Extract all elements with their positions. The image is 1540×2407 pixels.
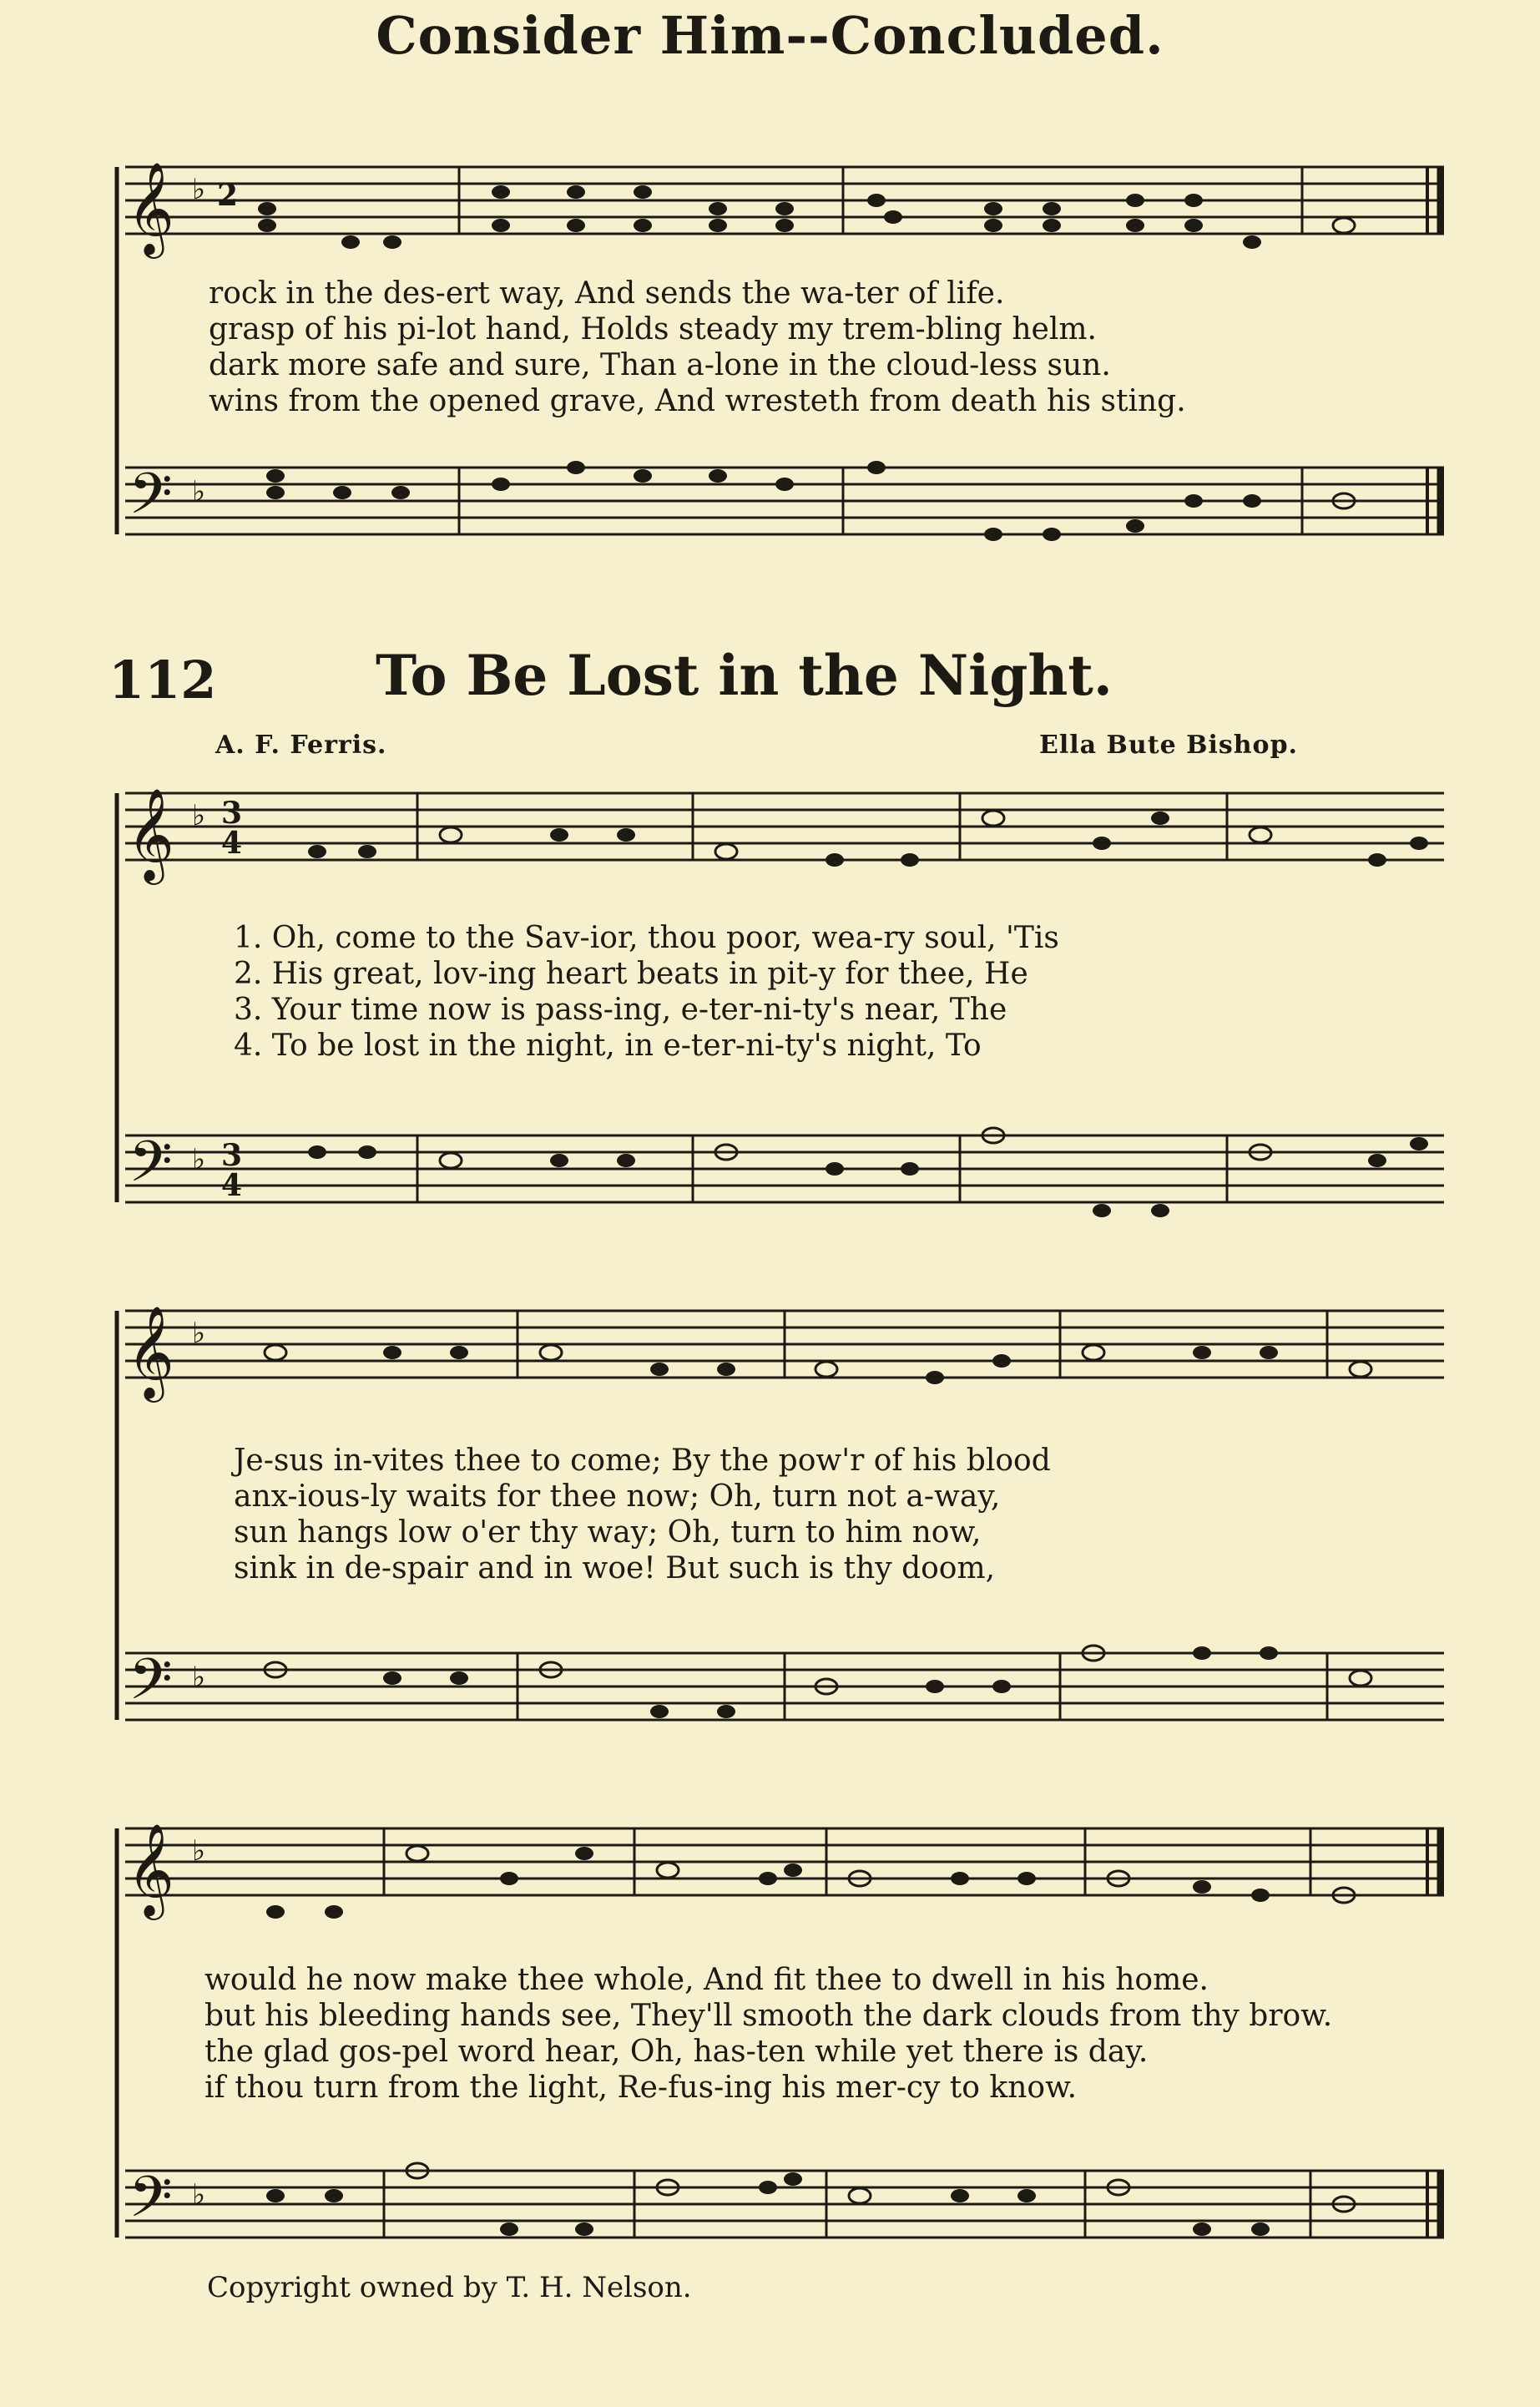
lyric-line: 2. His great, lov-ing heart beats in pit-y for thee, He xyxy=(234,957,1028,991)
staff-system-2 xyxy=(109,1286,1444,1753)
hymn-number: 112 xyxy=(109,650,217,710)
lyrics-concluded xyxy=(209,276,1411,419)
svg-text:𝄞: 𝄞 xyxy=(127,1823,174,1916)
author-credit: Ella Bute Bishop. xyxy=(1039,731,1298,760)
svg-text:𝄢: 𝄢 xyxy=(129,1130,173,1209)
lyric-line: 1. Oh, come to the Sav-ior, thou poor, wea-ry soul, 'Tis xyxy=(234,921,1059,955)
staff-system-concluded xyxy=(109,134,1444,601)
svg-text:3: 3 xyxy=(221,796,243,831)
staff-system-3 xyxy=(109,1803,1444,2271)
composer-credit: A. F. Ferris. xyxy=(215,731,387,760)
staff-system-1 xyxy=(109,768,1444,1236)
svg-text:𝄞: 𝄞 xyxy=(127,787,174,881)
svg-text:𝄞: 𝄞 xyxy=(127,1305,174,1398)
lyric-line: sink in de-spair and in woe! But such is thy doom, xyxy=(234,1551,996,1585)
copyright-notice: Copyright owned by T. H. Nelson. xyxy=(207,2271,692,2304)
lyric-line: if thou turn from the light, Re-fus-ing his mer-cy to know. xyxy=(204,2071,1078,2105)
svg-text:3: 3 xyxy=(221,1138,243,1173)
svg-text:♭: ♭ xyxy=(192,475,206,508)
lyric-line: wins from the opened grave, And wresteth from death his sting. xyxy=(209,384,1186,418)
lyrics-system-2 xyxy=(234,1443,1436,1586)
lyric-line: dark more safe and sure, Than a-lone in the cloud-less sun. xyxy=(209,348,1111,382)
lyric-line: grasp of his pi-lot hand, Holds steady my trem-bling helm. xyxy=(209,312,1097,346)
svg-text:𝄢: 𝄢 xyxy=(129,2165,173,2244)
lyric-line: sun hangs low o'er thy way; Oh, turn to him now, xyxy=(234,1515,982,1550)
svg-text:4: 4 xyxy=(221,1168,243,1203)
svg-text:♭: ♭ xyxy=(192,2178,206,2212)
lyric-line: 4. To be lost in the night, in e-ter-ni-ty's night, To xyxy=(234,1029,982,1063)
lyric-line: the glad gos-pel word hear, Oh, has-ten while yet there is day. xyxy=(204,2035,1149,2069)
svg-text:♭: ♭ xyxy=(192,1143,206,1176)
lyric-line: anx-ious-ly waits for thee now; Oh, turn not a-way, xyxy=(234,1479,1001,1514)
svg-text:♭: ♭ xyxy=(192,1834,206,1868)
svg-text:2: 2 xyxy=(217,178,239,213)
lyric-line: rock in the des-ert way, And sends the wa-ter of life. xyxy=(209,276,1005,311)
svg-text:♭: ♭ xyxy=(192,1661,206,1694)
svg-text:𝄞: 𝄞 xyxy=(127,161,174,255)
lyric-line: Je-sus in-vites thee to come; By the pow'r of his blood xyxy=(234,1444,1051,1478)
lyric-line: but his bleeding hands see, They'll smooth the dark clouds from thy brow. xyxy=(204,1999,1333,2033)
svg-text:𝄢: 𝄢 xyxy=(129,462,173,541)
svg-text:𝄢: 𝄢 xyxy=(129,1647,173,1727)
svg-text:♭: ♭ xyxy=(192,173,206,206)
lyric-line: would he now make thee whole, And fit thee to dwell in his home. xyxy=(204,1963,1209,1997)
hymn-header xyxy=(109,643,1444,718)
lyrics-system-3 xyxy=(204,1962,1406,2106)
hymn-title: To Be Lost in the Night. xyxy=(376,643,1113,708)
page-title: Consider Him--Concluded. xyxy=(376,5,1164,66)
lyric-line: 3. Your time now is pass-ing, e-ter-ni-ty's near, The xyxy=(234,993,1007,1027)
svg-text:4: 4 xyxy=(221,826,243,861)
svg-text:♭: ♭ xyxy=(192,799,206,832)
svg-text:♭: ♭ xyxy=(192,1317,206,1350)
lyrics-system-1 xyxy=(234,920,1436,1064)
